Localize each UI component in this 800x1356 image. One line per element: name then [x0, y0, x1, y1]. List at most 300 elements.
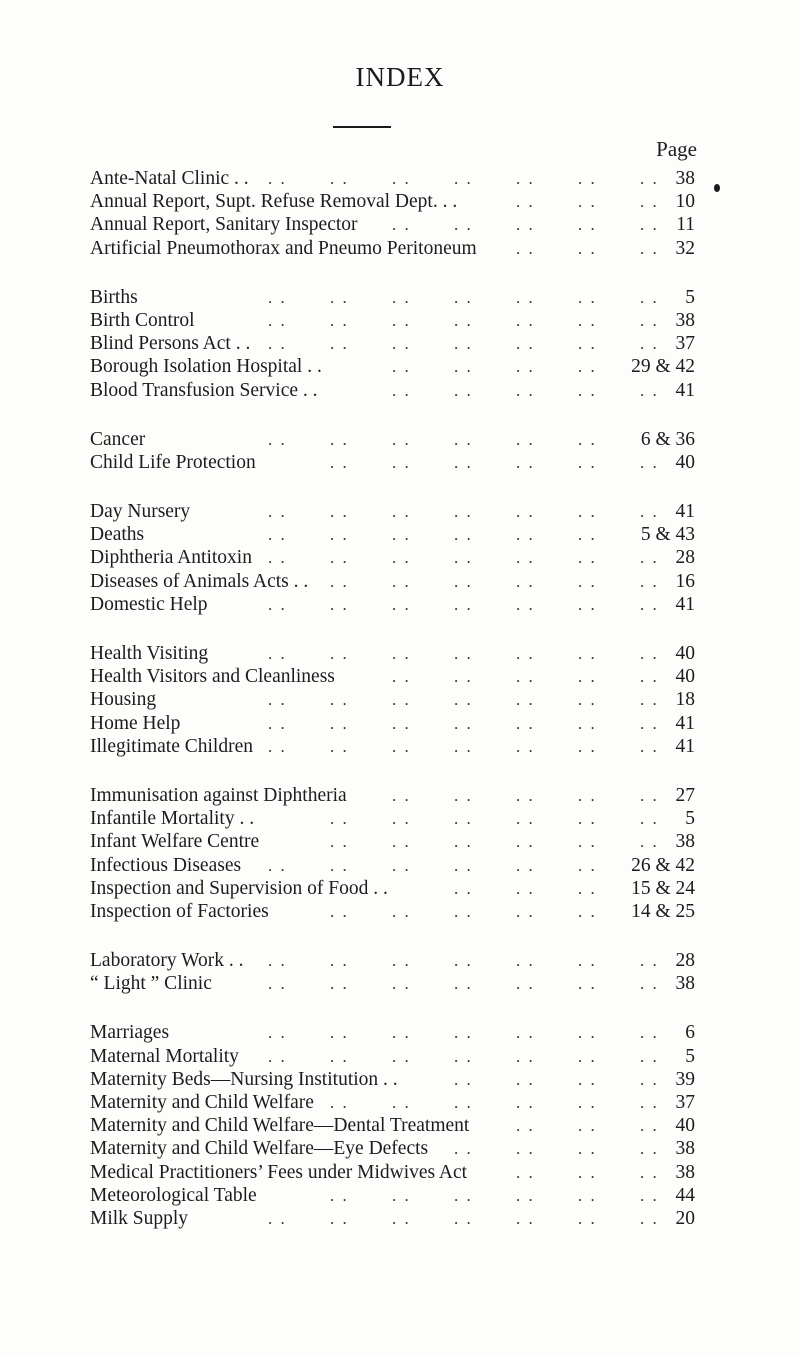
index-entry	[90, 712, 695, 735]
leader-dots: . .	[392, 571, 411, 591]
leader-dots: . .	[578, 832, 597, 852]
leader-dots: . .	[392, 310, 411, 330]
leader-dots: . .	[516, 238, 535, 258]
index-list	[90, 167, 695, 1256]
leader-dots: . .	[454, 548, 473, 568]
leader-dots: . .	[640, 667, 659, 687]
entry-label: Health Visiting	[90, 643, 209, 664]
index-entry	[90, 523, 695, 546]
leader-dots: . .	[392, 690, 411, 710]
page-title: INDEX	[355, 62, 445, 92]
entry-label: Marriages	[90, 1022, 170, 1044]
leader-dots: . .	[640, 287, 659, 307]
entry-label: Laboratory Work . .	[90, 950, 244, 972]
leader-dots: . .	[392, 502, 411, 522]
leader-dots: . .	[392, 832, 411, 852]
index-entry	[90, 593, 695, 616]
leader-dots: . .	[640, 502, 659, 522]
leader-dots: . .	[516, 380, 535, 400]
leader-dots: . .	[330, 1208, 349, 1228]
leader-dots: . .	[454, 951, 473, 971]
leader-dots: . .	[268, 1023, 287, 1043]
leader-dots: . .	[268, 1208, 287, 1228]
leader-dots: . .	[454, 1208, 473, 1228]
leader-dots: . .	[454, 357, 473, 377]
leader-dots: . .	[578, 1069, 597, 1089]
leader-dots: . .	[454, 380, 473, 400]
leader-dots: . .	[268, 594, 287, 614]
leader-dots: . .	[454, 878, 473, 898]
index-entry	[90, 237, 695, 260]
leader-dots: . .	[454, 452, 473, 472]
leader-dots: . .	[392, 287, 411, 307]
leader-dots: . .	[392, 1208, 411, 1228]
leader-dots: . .	[578, 1116, 597, 1136]
entry-label: “ Light ” Clinic	[90, 973, 212, 995]
leader-dots: . .	[516, 1162, 535, 1182]
leader-dots: . .	[454, 809, 473, 829]
leader-dots: . .	[640, 310, 659, 330]
leader-dots: . .	[516, 974, 535, 994]
index-entry	[90, 830, 695, 853]
entry-page: 40	[675, 1115, 695, 1137]
leader-dots: . .	[578, 1208, 597, 1228]
leader-dots: . .	[392, 1185, 411, 1205]
leader-dots: . .	[516, 452, 535, 472]
leader-dots: . .	[454, 713, 473, 733]
leader-dots: . .	[330, 525, 349, 545]
leader-dots: . .	[392, 785, 411, 805]
leader-dots: . .	[330, 736, 349, 756]
index-entry	[90, 900, 695, 923]
leader-dots: . .	[392, 855, 411, 875]
entry-label: Infant Welfare Centre	[90, 831, 260, 853]
leader-dots: . .	[330, 502, 349, 522]
index-entry	[90, 854, 695, 877]
leader-dots: . .	[454, 690, 473, 710]
leader-dots: . .	[268, 644, 287, 663]
index-entry	[90, 1021, 695, 1044]
leader-dots: . .	[640, 452, 659, 472]
leader-dots: . .	[392, 334, 411, 354]
leader-dots: . .	[578, 594, 597, 614]
index-group	[90, 784, 695, 923]
entry-label: Medical Practitioners’ Fees under Midwives Act	[90, 1161, 468, 1183]
leader-dots: . .	[330, 452, 349, 472]
leader-dots: . .	[330, 809, 349, 829]
index-entry	[90, 1091, 695, 1114]
leader-dots: . .	[516, 1023, 535, 1043]
leader-dots: . .	[330, 690, 349, 710]
leader-dots: . .	[268, 855, 287, 875]
leader-dots: . .	[640, 192, 659, 212]
index-entry	[90, 1207, 695, 1230]
entry-page: 14 & 25	[631, 900, 695, 922]
entry-page: 28	[675, 547, 695, 569]
leader-dots: . .	[516, 334, 535, 354]
entry-label: Child Life Protection	[90, 451, 256, 473]
leader-dots: . .	[454, 429, 473, 449]
entry-page: 20	[675, 1207, 695, 1229]
leader-dots: . .	[516, 713, 535, 733]
leader-dots: . .	[640, 1185, 659, 1205]
index-entry	[90, 379, 695, 402]
leader-dots: . .	[454, 1023, 473, 1043]
entry-label: Housing	[90, 689, 157, 711]
leader-dots: . .	[330, 169, 349, 188]
leader-dots: . .	[578, 1023, 597, 1043]
leader-dots: . .	[516, 502, 535, 522]
entry-label: Inspection of Factories	[90, 900, 269, 922]
leader-dots: . .	[640, 1162, 659, 1182]
leader-dots: . .	[516, 644, 535, 663]
leader-dots: . .	[640, 1116, 659, 1136]
leader-dots: . .	[516, 1208, 535, 1228]
entry-label: Births	[90, 286, 138, 308]
leader-dots: . .	[392, 452, 411, 472]
leader-dots: . .	[330, 713, 349, 733]
leader-dots: . .	[640, 644, 659, 663]
index-group	[90, 642, 695, 758]
index-entry	[90, 167, 695, 190]
entry-label: Meteorological Table	[90, 1184, 257, 1206]
leader-dots: . .	[516, 192, 535, 212]
leader-dots: . .	[516, 169, 535, 188]
leader-dots: . .	[516, 901, 535, 921]
leader-dots: . .	[640, 832, 659, 852]
leader-dots: . .	[578, 310, 597, 330]
leader-dots: . .	[640, 1093, 659, 1112]
leader-dots: . .	[640, 951, 659, 971]
entry-page: 38	[675, 309, 695, 331]
leader-dots: . .	[640, 713, 659, 733]
entry-page: 40	[675, 643, 695, 664]
leader-dots: . .	[454, 502, 473, 522]
leader-dots: . .	[268, 502, 287, 522]
entry-page: 6	[685, 1022, 695, 1044]
leader-dots: . .	[330, 1093, 349, 1112]
leader-dots: . .	[640, 238, 659, 258]
entry-label: Inspection and Supervision of Food . .	[90, 877, 388, 899]
index-entry	[90, 1184, 695, 1207]
entry-label: Cancer	[90, 428, 146, 450]
entry-page: 38	[675, 973, 695, 995]
entry-page: 41	[675, 593, 695, 615]
leader-dots: . .	[392, 736, 411, 756]
leader-dots: . .	[578, 380, 597, 400]
ink-mark	[714, 184, 720, 192]
index-group	[90, 500, 695, 616]
leader-dots: . .	[640, 594, 659, 614]
leader-dots: . .	[640, 785, 659, 805]
leader-dots: . .	[392, 169, 411, 188]
index-entry	[90, 972, 695, 995]
leader-dots: . .	[392, 548, 411, 568]
leader-dots: . .	[330, 594, 349, 614]
leader-dots: . .	[640, 736, 659, 756]
index-entry	[90, 949, 695, 972]
index-group	[90, 428, 695, 474]
leader-dots: . .	[640, 169, 659, 188]
leader-dots: . .	[454, 1093, 473, 1112]
leader-dots: . .	[516, 1116, 535, 1136]
leader-dots: . .	[516, 525, 535, 545]
leader-dots: . .	[578, 215, 597, 235]
leader-dots: . .	[392, 1046, 411, 1066]
index-entry	[90, 735, 695, 758]
entry-page: 6 & 36	[640, 428, 695, 450]
leader-dots: . .	[640, 1046, 659, 1066]
leader-dots: . .	[516, 1139, 535, 1159]
leader-dots: . .	[330, 571, 349, 591]
leader-dots: . .	[516, 785, 535, 805]
leader-dots: . .	[578, 951, 597, 971]
leader-dots: . .	[454, 215, 473, 235]
entry-label: Immunisation against Diphtheria	[90, 784, 347, 806]
entry-page: 29 & 42	[631, 356, 695, 378]
leader-dots: . .	[268, 690, 287, 710]
entry-label: Home Help	[90, 712, 181, 734]
entry-page: 15 & 24	[631, 877, 695, 899]
entry-label: Annual Report, Supt. Refuse Removal Dept. . .	[90, 191, 458, 213]
leader-dots: . .	[330, 1046, 349, 1066]
index-entry	[90, 665, 695, 688]
index-entry	[90, 570, 695, 593]
leader-dots: . .	[392, 809, 411, 829]
entry-label: Milk Supply	[90, 1207, 189, 1229]
leader-dots: . .	[578, 878, 597, 898]
leader-dots: . .	[516, 951, 535, 971]
leader-dots: . .	[330, 334, 349, 354]
leader-dots: . .	[578, 667, 597, 687]
leader-dots: . .	[578, 855, 597, 875]
leader-dots: . .	[640, 974, 659, 994]
leader-dots: . .	[516, 594, 535, 614]
entry-label: Day Nursery	[90, 501, 191, 523]
leader-dots: . .	[330, 855, 349, 875]
leader-dots: . .	[454, 334, 473, 354]
leader-dots: . .	[268, 1046, 287, 1066]
index-entry	[90, 286, 695, 309]
leader-dots: . .	[268, 287, 287, 307]
leader-dots: . .	[578, 357, 597, 377]
leader-dots: . .	[330, 901, 349, 921]
page-column-header: Page	[656, 137, 697, 161]
leader-dots: . .	[516, 736, 535, 756]
entry-label: Domestic Help	[90, 593, 208, 615]
entry-page: 41	[675, 735, 695, 757]
index-group	[90, 1021, 695, 1230]
index-entry	[90, 428, 695, 451]
leader-dots: . .	[268, 974, 287, 994]
entry-page: 16	[675, 570, 695, 592]
leader-dots: . .	[454, 1046, 473, 1066]
leader-dots: . .	[454, 1139, 473, 1159]
leader-dots: . .	[268, 713, 287, 733]
leader-dots: . .	[578, 644, 597, 663]
entry-page: 41	[675, 379, 695, 401]
leader-dots: . .	[330, 429, 349, 449]
leader-dots: . .	[578, 452, 597, 472]
index-entry	[90, 784, 695, 807]
leader-dots: . .	[392, 901, 411, 921]
leader-dots: . .	[454, 855, 473, 875]
leader-dots: . .	[330, 951, 349, 971]
entry-label: Maternal Mortality	[90, 1045, 239, 1067]
leader-dots: . .	[392, 974, 411, 994]
leader-dots: . .	[578, 736, 597, 756]
entry-label: Maternity and Child Welfare—Eye Defects	[90, 1138, 429, 1160]
leader-dots: . .	[578, 1093, 597, 1112]
entry-label: Birth Control	[90, 309, 195, 331]
index-entry	[90, 500, 695, 523]
leader-dots: . .	[640, 1208, 659, 1228]
leader-dots: . .	[640, 809, 659, 829]
leader-dots: . .	[330, 287, 349, 307]
index-entry	[90, 213, 695, 236]
leader-dots: . .	[516, 215, 535, 235]
leader-dots: . .	[578, 1185, 597, 1205]
entry-label: Blind Persons Act . .	[90, 333, 251, 355]
leader-dots: . .	[578, 502, 597, 522]
index-entry	[90, 451, 695, 474]
leader-dots: . .	[578, 713, 597, 733]
leader-dots: . .	[578, 169, 597, 188]
leader-dots: . .	[578, 287, 597, 307]
entry-page: 44	[675, 1184, 695, 1206]
leader-dots: . .	[578, 901, 597, 921]
leader-dots: . .	[392, 644, 411, 663]
leader-dots: . .	[454, 644, 473, 663]
leader-dots: . .	[516, 1093, 535, 1112]
entry-label: Maternity and Child Welfare—Dental Treatment	[90, 1115, 470, 1137]
index-group	[90, 286, 695, 402]
index-entry	[90, 877, 695, 900]
leader-dots: . .	[454, 832, 473, 852]
leader-dots: . .	[268, 310, 287, 330]
leader-dots: . .	[578, 571, 597, 591]
entry-label: Health Visitors and Cleanliness	[90, 666, 335, 688]
entry-label: Diphtheria Antitoxin	[90, 547, 252, 569]
leader-dots: . .	[454, 594, 473, 614]
leader-dots: . .	[516, 667, 535, 687]
entry-page: 26 & 42	[631, 854, 695, 876]
leader-dots: . .	[640, 380, 659, 400]
leader-dots: . .	[640, 334, 659, 354]
entry-label: Annual Report, Sanitary Inspector	[90, 214, 358, 236]
entry-label: Borough Isolation Hospital . .	[90, 356, 322, 378]
leader-dots: . .	[392, 215, 411, 235]
index-entry	[90, 807, 695, 830]
entry-page: 27	[675, 784, 695, 806]
entry-page: 5	[685, 286, 695, 308]
index-group	[90, 167, 695, 260]
leader-dots: . .	[454, 525, 473, 545]
leader-dots: . .	[454, 287, 473, 307]
leader-dots: . .	[640, 1139, 659, 1159]
leader-dots: . .	[268, 736, 287, 756]
leader-dots: . .	[578, 334, 597, 354]
leader-dots: . .	[392, 951, 411, 971]
leader-dots: . .	[330, 1185, 349, 1205]
leader-dots: . .	[268, 429, 287, 449]
index-entry	[90, 1068, 695, 1091]
entry-page: 32	[675, 237, 695, 259]
leader-dots: . .	[454, 901, 473, 921]
leader-dots: . .	[640, 548, 659, 568]
entry-page: 18	[675, 689, 695, 711]
leader-dots: . .	[578, 785, 597, 805]
leader-dots: . .	[268, 169, 287, 188]
leader-dots: . .	[392, 380, 411, 400]
leader-dots: . .	[516, 1046, 535, 1066]
leader-dots: . .	[578, 1139, 597, 1159]
entry-label: Maternity and Child Welfare	[90, 1092, 314, 1113]
leader-dots: . .	[392, 713, 411, 733]
entry-page: 5 & 43	[640, 524, 695, 546]
leader-dots: . .	[392, 429, 411, 449]
entry-page: 39	[675, 1068, 695, 1090]
index-entry	[90, 688, 695, 711]
leader-dots: . .	[516, 548, 535, 568]
entry-page: 5	[685, 808, 695, 830]
leader-dots: . .	[516, 287, 535, 307]
leader-dots: . .	[454, 1185, 473, 1205]
entry-page: 38	[675, 1138, 695, 1160]
index-entry	[90, 546, 695, 569]
index-entry	[90, 1161, 695, 1184]
leader-dots: . .	[516, 832, 535, 852]
entry-label: Deaths	[90, 524, 145, 546]
leader-dots: . .	[578, 1162, 597, 1182]
leader-dots: . .	[578, 974, 597, 994]
entry-page: 11	[676, 214, 695, 236]
entry-label: Infantile Mortality . .	[90, 808, 255, 830]
entry-label: Ante-Natal Clinic . .	[90, 168, 249, 189]
index-entry	[90, 642, 695, 665]
index-entry	[90, 1045, 695, 1068]
entry-page: 37	[675, 1092, 695, 1113]
leader-dots: . .	[454, 571, 473, 591]
leader-dots: . .	[516, 690, 535, 710]
leader-dots: . .	[516, 855, 535, 875]
entry-label: Artificial Pneumothorax and Pneumo Peritoneum	[90, 237, 477, 259]
index-entry	[90, 1137, 695, 1160]
leader-dots: . .	[578, 548, 597, 568]
leader-dots: . .	[268, 525, 287, 545]
leader-dots: . .	[268, 951, 287, 971]
entry-label: Infectious Diseases	[90, 854, 242, 876]
entry-page: 5	[685, 1045, 695, 1067]
leader-dots: . .	[640, 215, 659, 235]
entry-label: Maternity Beds—Nursing Institution . .	[90, 1068, 398, 1090]
entry-page: 38	[675, 831, 695, 853]
leader-dots: . .	[454, 736, 473, 756]
leader-dots: . .	[578, 525, 597, 545]
index-entry	[90, 355, 695, 378]
leader-dots: . .	[454, 1069, 473, 1089]
leader-dots: . .	[454, 667, 473, 687]
leader-dots: . .	[330, 548, 349, 568]
entry-label: Blood Transfusion Service . .	[90, 379, 318, 401]
leader-dots: . .	[268, 548, 287, 568]
leader-dots: . .	[392, 1093, 411, 1112]
leader-dots: . .	[578, 809, 597, 829]
leader-dots: . .	[454, 785, 473, 805]
leader-dots: . .	[454, 310, 473, 330]
leader-dots: . .	[330, 644, 349, 663]
leader-dots: . .	[516, 1185, 535, 1205]
